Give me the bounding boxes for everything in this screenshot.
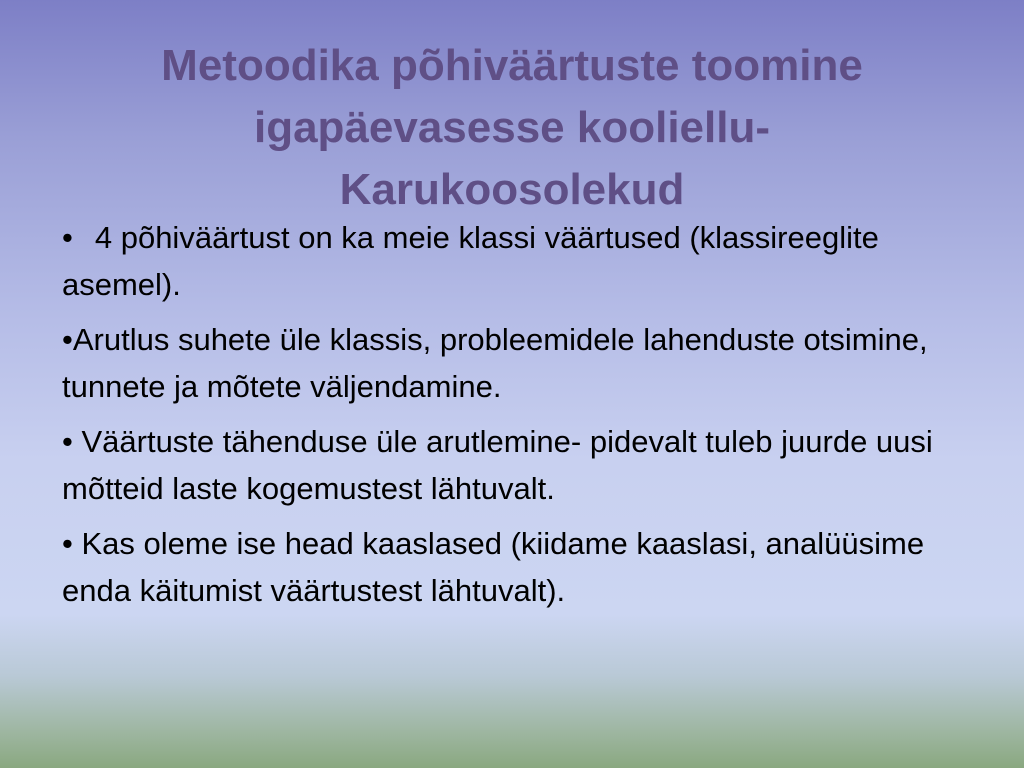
slide-title <box>40 35 984 221</box>
bullet-marker: • <box>62 424 82 459</box>
bullet-item-4 <box>62 520 962 614</box>
bullet-marker: • <box>62 220 73 255</box>
bullet-text: Kas oleme ise head kaaslased (kiidame kaaslasi, analüüsime enda käitumist väärtustest lähtuvalt). <box>62 526 925 608</box>
bullet-item-1 <box>62 214 962 308</box>
title-line-1: Metoodika põhiväärtuste toomine <box>161 41 863 91</box>
bullet-item-2 <box>62 316 962 410</box>
bullet-list <box>62 214 962 622</box>
title-line-3: Karukoosolekud <box>339 165 685 215</box>
bullet-marker: • <box>62 322 73 357</box>
bullet-text: Väärtuste tähenduse üle arutlemine- pidevalt tuleb juurde uusi mõtteid laste kogemustest lähtuvalt. <box>62 424 933 506</box>
bullet-item-3 <box>62 418 962 512</box>
bullet-text: Arutlus suhete üle klassis, probleemidele lahenduste otsimine, tunnete ja mõtete väljendamine. <box>62 322 928 404</box>
title-line-2: igapäevasesse kooliellu- <box>253 103 771 153</box>
bullet-text: 4 põhiväärtust on ka meie klassi väärtused (klassireeglite asemel). <box>62 220 879 302</box>
bullet-marker: • <box>62 526 82 561</box>
